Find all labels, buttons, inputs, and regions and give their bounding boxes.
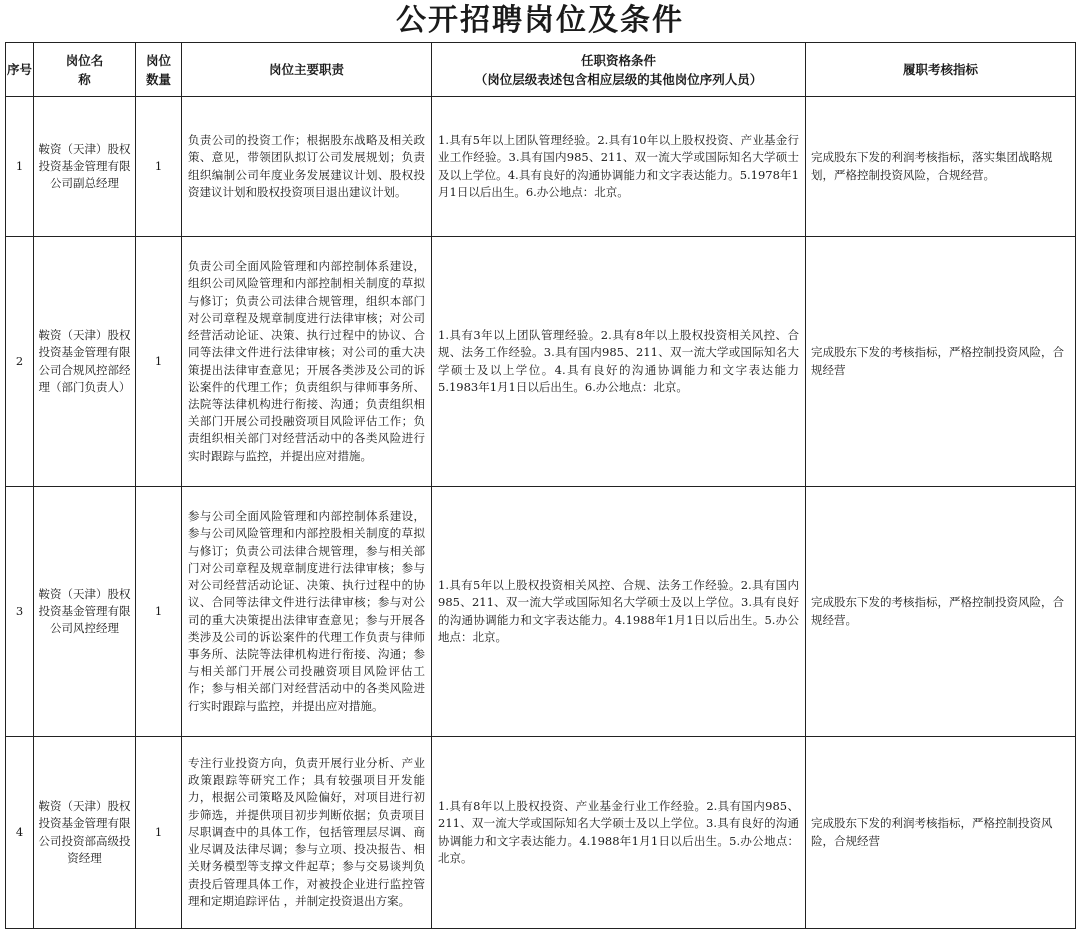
row-qualifications: 1.具有3年以上团队管理经验。2.具有8年以上股权投资相关风控、合规、法务工作经验。3.具有国内985、211、双一流大学或国际知名大学硕士及以上学位。4.具有良好的沟通协调能力和文字表达能力5.1983年1月1日以后出生。6.办公地点：北京。	[432, 237, 806, 487]
row-duties: 负责公司的投资工作；根据股东战略及相关政策、意见，带领团队拟订公司发展规划；负责组织编制公司年度业务发展建议计划、股权投资建议计划和股权投资项目退出建议计划。	[182, 97, 432, 237]
header-count: 岗位数量	[136, 43, 182, 97]
header-qualifications	[432, 43, 806, 97]
row-position-name: 鞍资（天津）股权投资基金管理有限公司风控经理	[34, 487, 136, 737]
row-seq: 4	[6, 737, 34, 929]
header-duties: 岗位主要职责	[182, 43, 432, 97]
page-title: 公开招聘岗位及条件	[396, 3, 684, 38]
table-row	[6, 97, 1076, 237]
row-seq: 2	[6, 237, 34, 487]
row-seq: 3	[6, 487, 34, 737]
row-duties: 负责公司全面风险管理和内部控制体系建设，组织公司风险管理和内部控制相关制度的草拟与修订；负责公司法律合规管理，组织本部门对公司章程及规章制度进行法律审核；对公司经营活动论证、决策、执行过程中的协议、合同等法律文件进行法律审核；对公司的重大决策提出法律审查意见；开展各类涉及公司的诉讼案件的代理工作；负责组织与律师事务所、法院等法律机构进行衔接、沟通；负责组织相关部门开展公司投融资项目风险评估工作；负责组织相关部门对经营活动中的各类风险进行实时跟踪与监控，并提出应对措施。	[182, 237, 432, 487]
row-duties: 参与公司全面风险管理和内部控制体系建设，参与公司风险管理和内部控股相关制度的草拟与修订；负责公司法律合规管理，参与相关部门对公司章程及规章制度进行法律审核；参与对公司经营活动论证、决策、执行过程中的协议、合同等法律文件进行法律审核；参与对公司的重大决策提出法律审查意见；参与开展各类涉及公司的诉讼案件的代理工作负责与律师事务所、法院等法律机构进行衔接、沟通；参与相关部门开展公司投融资项目风险评估工作；参与相关部门对经营活动中的各类风险进行实时跟踪与监控，并提出应对措施。	[182, 487, 432, 737]
row-position-name: 鞍资（天津）股权投资基金管理有限公司副总经理	[34, 97, 136, 237]
row-qualifications: 1.具有5年以上团队管理经验。2.具有10年以上股权投资、产业基金行业工作经验。3.具有国内985、211、双一流大学或国际知名大学硕士及以上学位。4.具有良好的沟通协调能力和文字表达能力。5.1978年1月1日以后出生。6.办公地点：北京。	[432, 97, 806, 237]
row-kpi: 完成股东下发的考核指标，严格控制投资风险，合规经营。	[806, 487, 1076, 737]
row-count: 1	[136, 487, 182, 737]
recruitment-table	[5, 42, 1076, 929]
row-position-name: 鞍资（天津）股权投资基金管理有限公司投资部高级投资经理	[34, 737, 136, 929]
header-qualifications-note: （岗位层级表述包含相应层级的其他岗位序列人员）	[474, 71, 763, 87]
table-row	[6, 737, 1076, 929]
row-count: 1	[136, 737, 182, 929]
row-kpi: 完成股东下发的利润考核指标，落实集团战略规划，严格控制投资风险，合规经营。	[806, 97, 1076, 237]
row-position-name: 鞍资（天津）股权投资基金管理有限公司合规风控部经理（部门负责人）	[34, 237, 136, 487]
table-row	[6, 237, 1076, 487]
header-qualifications-title: 任职资格条件	[580, 52, 656, 68]
header-name: 岗位名称	[34, 43, 136, 97]
table-header-row	[6, 43, 1076, 97]
header-seq: 序号	[6, 43, 34, 97]
row-kpi: 完成股东下发的考核指标，严格控制投资风险，合规经营	[806, 237, 1076, 487]
table-row	[6, 487, 1076, 737]
row-seq: 1	[6, 97, 34, 237]
row-count: 1	[136, 97, 182, 237]
row-count: 1	[136, 237, 182, 487]
header-kpi: 履职考核指标	[806, 43, 1076, 97]
row-qualifications: 1.具有5年以上股权投资相关风控、合规、法务工作经验。2.具有国内985、211、双一流大学或国际知名大学硕士及以上学位。3.具有良好的沟通协调能力和文字表达能力。4.1988年1月1日以后出生。5.办公地点：北京。	[432, 487, 806, 737]
row-duties: 专注行业投资方向，负责开展行业分析、产业政策跟踪等研究工作；具有较强项目开发能力，根据公司策略及风险偏好，对项目进行初步筛选，并提供项目初步判断依据；负责项目尽职调查中的具体工作，包括管理层尽调、商业尽调及法律尽调；参与立项、投决报告、相关财务模型等支撑文件起草；参与交易谈判负责投后管理具体工作，对被投企业进行监控管理和定期追踪评估 ，并制定投资退出方案。	[182, 737, 432, 929]
row-qualifications: 1.具有8年以上股权投资、产业基金行业工作经验。2.具有国内985、211、双一流大学或国际知名大学硕士及以上学位。3.具有良好的沟通协调能力和文字表达能力。4.1988年1月1日以后出生。5.办公地点：北京。	[432, 737, 806, 929]
row-kpi: 完成股东下发的利润考核指标，严格控制投资风险，合规经营	[806, 737, 1076, 929]
